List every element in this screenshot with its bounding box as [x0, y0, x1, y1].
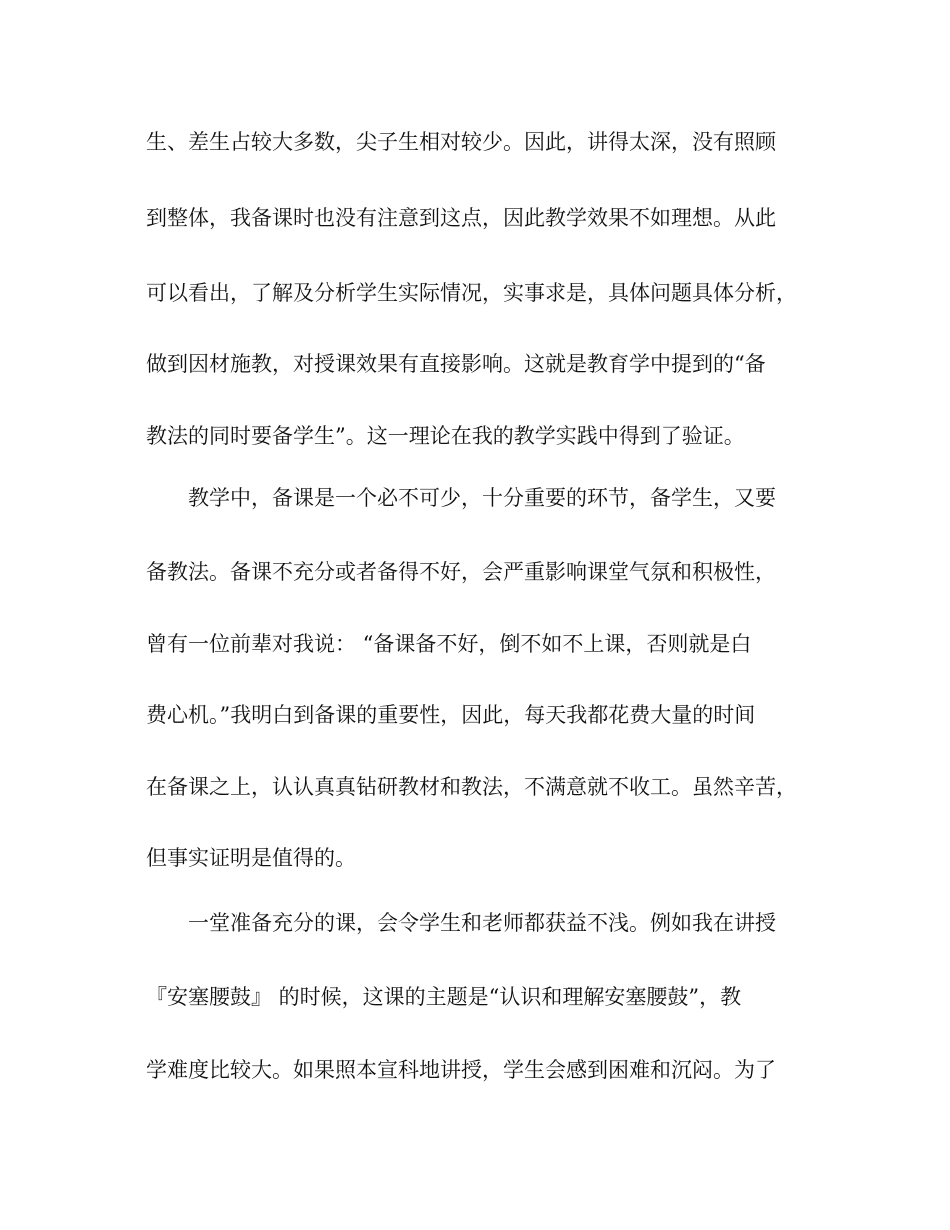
text-line: 可以看出，了解及分析学生实际情况，实事求是，具体问题具体分析， — [146, 281, 797, 305]
text-line: 到整体，我备课时也没有注意到这点，因此教学效果不如理想。从此 — [146, 206, 776, 230]
text-line: 但事实证明是值得的。 — [146, 846, 356, 870]
text-line: 备教法。备课不充分或者备得不好，会严重影响课堂气氛和积极性， — [146, 560, 776, 584]
text-line: 生、差生占较大多数，尖子生相对较少。因此，讲得太深，没有照顾 — [146, 130, 776, 154]
text-line: 做到因材施教，对授课效果有直接影响。这就是教育学中提到的“备 — [146, 352, 766, 376]
text-line: 费心机。”我明白到备课的重要性，因此，每天我都花费大量的时间 — [146, 703, 756, 727]
text-line: 教法的同时要备学生”。这一理论在我的教学实践中得到了验证。 — [146, 424, 745, 448]
text-line: 教学中，备课是一个必不可少，十分重要的环节，备学生，又要 — [188, 486, 776, 510]
text-line: 学难度比较大。如果照本宣科地讲授，学生会感到困难和沉闷。为了 — [146, 1058, 776, 1082]
text-line: 一堂准备充分的课，会令学生和老师都获益不浅。例如我在讲授 — [188, 911, 776, 935]
text-line: 曾有一位前辈对我说： “备课备不好，倒不如不上课，否则就是白 — [146, 632, 752, 656]
text-line: 『安塞腰鼓』 的时候，这课的主题是“认识和理解安塞腰鼓”，教 — [146, 985, 742, 1009]
text-line: 在备课之上，认认真真钻研教材和教法，不满意就不收工。虽然辛苦， — [146, 775, 797, 799]
